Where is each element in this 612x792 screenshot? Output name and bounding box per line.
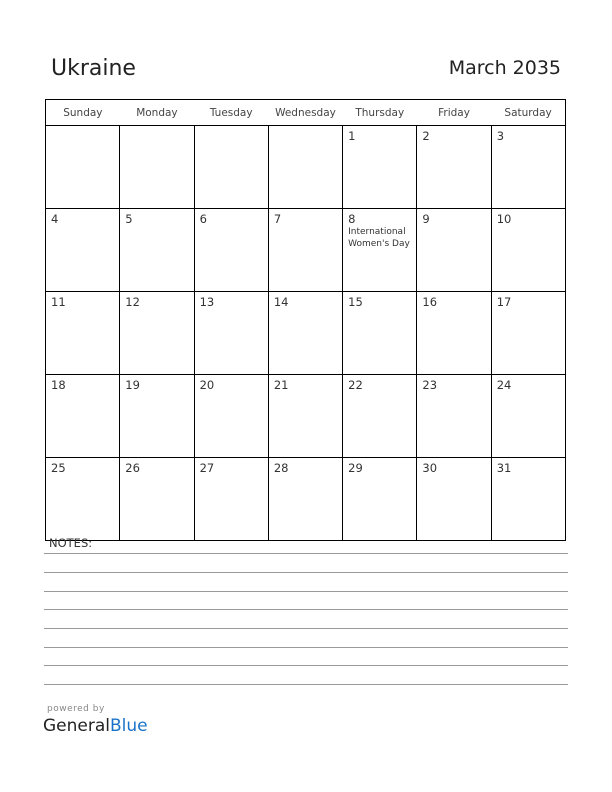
day-number: 16	[422, 295, 438, 309]
note-line	[44, 684, 568, 685]
weekday-header: Wednesday	[268, 100, 342, 126]
day-cell	[268, 292, 342, 375]
note-line	[44, 591, 568, 592]
week-row	[46, 458, 566, 541]
day-number: 3	[496, 129, 505, 143]
day-cell	[46, 458, 120, 541]
day-number: 14	[273, 295, 289, 309]
month-title: March 2035	[448, 57, 561, 79]
day-cell	[120, 209, 194, 292]
day-number: 18	[51, 378, 66, 392]
day-number: 1	[348, 129, 356, 143]
day-cell	[120, 458, 194, 541]
note-line	[44, 628, 568, 629]
day-number: 22	[348, 378, 363, 392]
day-number: 12	[125, 295, 140, 309]
note-line	[44, 647, 568, 648]
day-number: 20	[199, 378, 215, 392]
day-number: 29	[348, 461, 363, 475]
day-number: 23	[422, 378, 438, 392]
day-number: 6	[199, 212, 207, 226]
day-number: 25	[51, 461, 66, 475]
weekday-header: Sunday	[46, 100, 120, 126]
day-cell	[46, 209, 120, 292]
day-number: 28	[273, 461, 289, 475]
holiday-label: International Women's Day	[348, 227, 410, 249]
day-cell	[46, 126, 120, 209]
day-number: 17	[496, 295, 512, 309]
week-row	[46, 292, 566, 375]
day-cell	[491, 209, 565, 292]
day-cell	[417, 458, 491, 541]
weekday-header: Friday	[417, 100, 491, 126]
day-number: 11	[51, 295, 66, 309]
day-number: 31	[496, 461, 512, 475]
weekday-header: Thursday	[343, 100, 417, 126]
notes-label: NOTES:	[49, 536, 93, 550]
day-number: 8	[348, 212, 356, 226]
day-number: 24	[496, 378, 512, 392]
day-cell	[491, 458, 565, 541]
day-number: 10	[496, 212, 512, 226]
day-number: 13	[199, 295, 215, 309]
day-cell	[343, 209, 417, 292]
day-number: 2	[422, 129, 430, 143]
note-line	[44, 553, 568, 554]
powered-by: powered by	[47, 704, 105, 714]
day-cell	[417, 375, 491, 458]
note-line	[44, 572, 568, 573]
day-cell	[194, 292, 268, 375]
day-number: 30	[422, 461, 438, 475]
day-number: 4	[51, 212, 59, 226]
day-cell	[194, 375, 268, 458]
day-number: 19	[125, 378, 140, 392]
day-number: 26	[125, 461, 140, 475]
day-cell	[491, 375, 565, 458]
day-number: 27	[199, 461, 215, 475]
day-number: 21	[273, 378, 289, 392]
day-cell	[268, 458, 342, 541]
day-cell	[194, 209, 268, 292]
country-title: Ukraine	[51, 56, 136, 81]
day-number: 9	[422, 212, 430, 226]
weekday-header: Saturday	[491, 100, 565, 126]
weekday-header: Monday	[120, 100, 194, 126]
day-number: 5	[125, 212, 133, 226]
day-cell	[417, 292, 491, 375]
generalblue-logo	[43, 716, 148, 736]
day-cell	[120, 126, 194, 209]
day-cell	[343, 292, 417, 375]
day-cell	[343, 458, 417, 541]
day-cell	[343, 126, 417, 209]
day-cell	[194, 126, 268, 209]
day-cell	[491, 126, 565, 209]
weekday-header: Tuesday	[194, 100, 268, 126]
day-cell	[417, 126, 491, 209]
day-cell	[46, 375, 120, 458]
day-cell	[343, 375, 417, 458]
note-line	[44, 609, 568, 610]
week-row	[46, 209, 566, 292]
day-number: 7	[273, 212, 282, 226]
week-row	[46, 375, 566, 458]
day-cell	[268, 126, 342, 209]
day-cell	[46, 292, 120, 375]
day-cell	[120, 375, 194, 458]
day-cell	[194, 458, 268, 541]
day-cell	[417, 209, 491, 292]
logo-general: General	[43, 716, 110, 736]
calendar-grid	[45, 99, 566, 541]
logo-blue: Blue	[110, 716, 148, 736]
day-cell	[120, 292, 194, 375]
week-row	[46, 126, 566, 209]
day-cell	[268, 375, 342, 458]
day-cell	[268, 209, 342, 292]
day-cell	[491, 292, 565, 375]
day-number: 15	[348, 295, 363, 309]
note-line	[44, 665, 568, 666]
